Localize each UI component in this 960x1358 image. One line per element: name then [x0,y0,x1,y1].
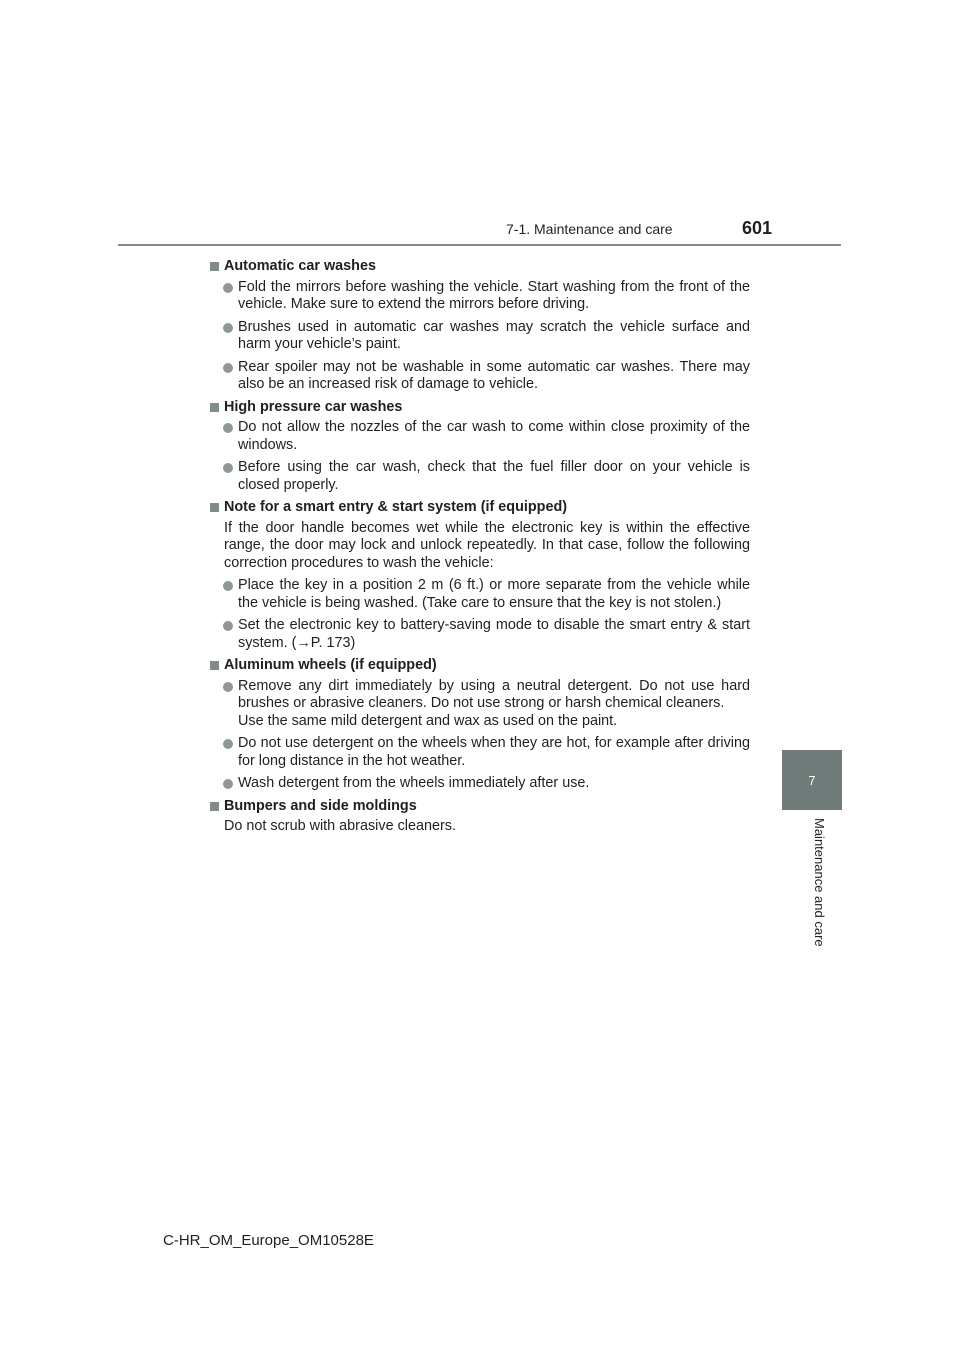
section-heading [210,399,750,417]
section-heading-text: High pressure car washes [224,398,403,415]
bullet-item [210,735,750,770]
header-divider [118,244,841,246]
bullet-text: Brushes used in automatic car washes may scratch the vehicle surface and harm your vehicle’s paint. [238,318,750,352]
bullet-text: Set the electronic key to battery-saving mode to disable the smart entry & start system. (→P. 173) [238,617,750,651]
section-heading-text: Note for a smart entry & start system (if equipped) [224,499,568,515]
square-bullet-icon [210,262,219,271]
bullet-text: Rear spoiler may not be washable in some automatic car washes. There may also be an increased risk of damage to vehicle. [238,358,750,392]
circle-bullet-icon [223,779,233,789]
bullet-item [210,359,750,394]
section-heading-text: Bumpers and side moldings [224,797,417,814]
bullet-item [210,775,750,793]
bullet-item [210,577,750,612]
square-bullet-icon [210,503,219,512]
circle-bullet-icon [223,581,233,591]
header-section-title: 7-1. Maintenance and care [506,221,673,237]
bullet-item [210,279,750,314]
circle-bullet-icon [223,463,233,473]
circle-bullet-icon [223,363,233,373]
chapter-tab-number: 7 [808,772,816,788]
circle-bullet-icon [223,283,233,293]
section-heading [210,258,750,276]
section-heading-text: Automatic car washes [224,258,376,274]
chapter-tab[interactable] [782,750,842,810]
bullet-text: Place the key in a position 2 m (6 ft.) or more separate from the vehicle while the vehicle is being washed. (Take care to ensure that the key is not stolen.) [238,577,750,611]
section-heading [210,657,750,675]
bullet-item [210,617,750,652]
bullet-text: Fold the mirrors before washing the vehicle. Start washing from the front of the vehicle. Make sure to extend the mirrors before driving. [238,278,750,312]
paragraph: Do not scrub with abrasive cleaners. [224,818,456,834]
circle-bullet-icon [223,682,233,692]
square-bullet-icon [210,802,219,811]
circle-bullet-icon [223,621,233,631]
square-bullet-icon [210,403,219,412]
bullet-item [210,419,750,454]
page-number: 601 [742,218,773,238]
section-heading-text: Aluminum wheels (if equipped) [224,657,437,673]
bullet-text: Remove any dirt immediately by using a neutral detergent. Do not use hard brushes or abrasive cleaners. Do not use strong or harsh chemical cleaners. [238,677,750,711]
section-heading [210,499,750,517]
square-bullet-icon [210,661,219,670]
circle-bullet-icon [223,323,233,333]
bullet-text: Before using the car wash, check that the fuel filler door on your vehicle is closed properly. [238,459,750,493]
bullet-text: Do not use detergent on the wheels when they are hot, for example after driving for long distance in the hot weather. [238,735,750,769]
bullet-text: Wash detergent from the wheels immediately after use. [238,775,590,791]
paragraph: If the door handle becomes wet while the electronic key is within the effective range, the door may lock and unlock repeatedly. In that case, follow the following correction procedures to wash the vehicle: [224,519,750,571]
bullet-item [210,678,750,731]
section-heading [210,798,750,816]
circle-bullet-icon [223,423,233,433]
bullet-item [210,319,750,354]
chapter-tab-label: Maintenance and care [812,818,827,947]
circle-bullet-icon [223,739,233,749]
footer-doc-code: C-HR_OM_Europe_OM10528E [163,1232,374,1249]
page-content [210,254,750,841]
bullet-text: Do not allow the nozzles of the car wash to come within close proximity of the windows. [238,419,750,453]
bullet-item [210,459,750,494]
bullet-extra-text: Use the same mild detergent and wax as used on the paint. [238,712,618,729]
